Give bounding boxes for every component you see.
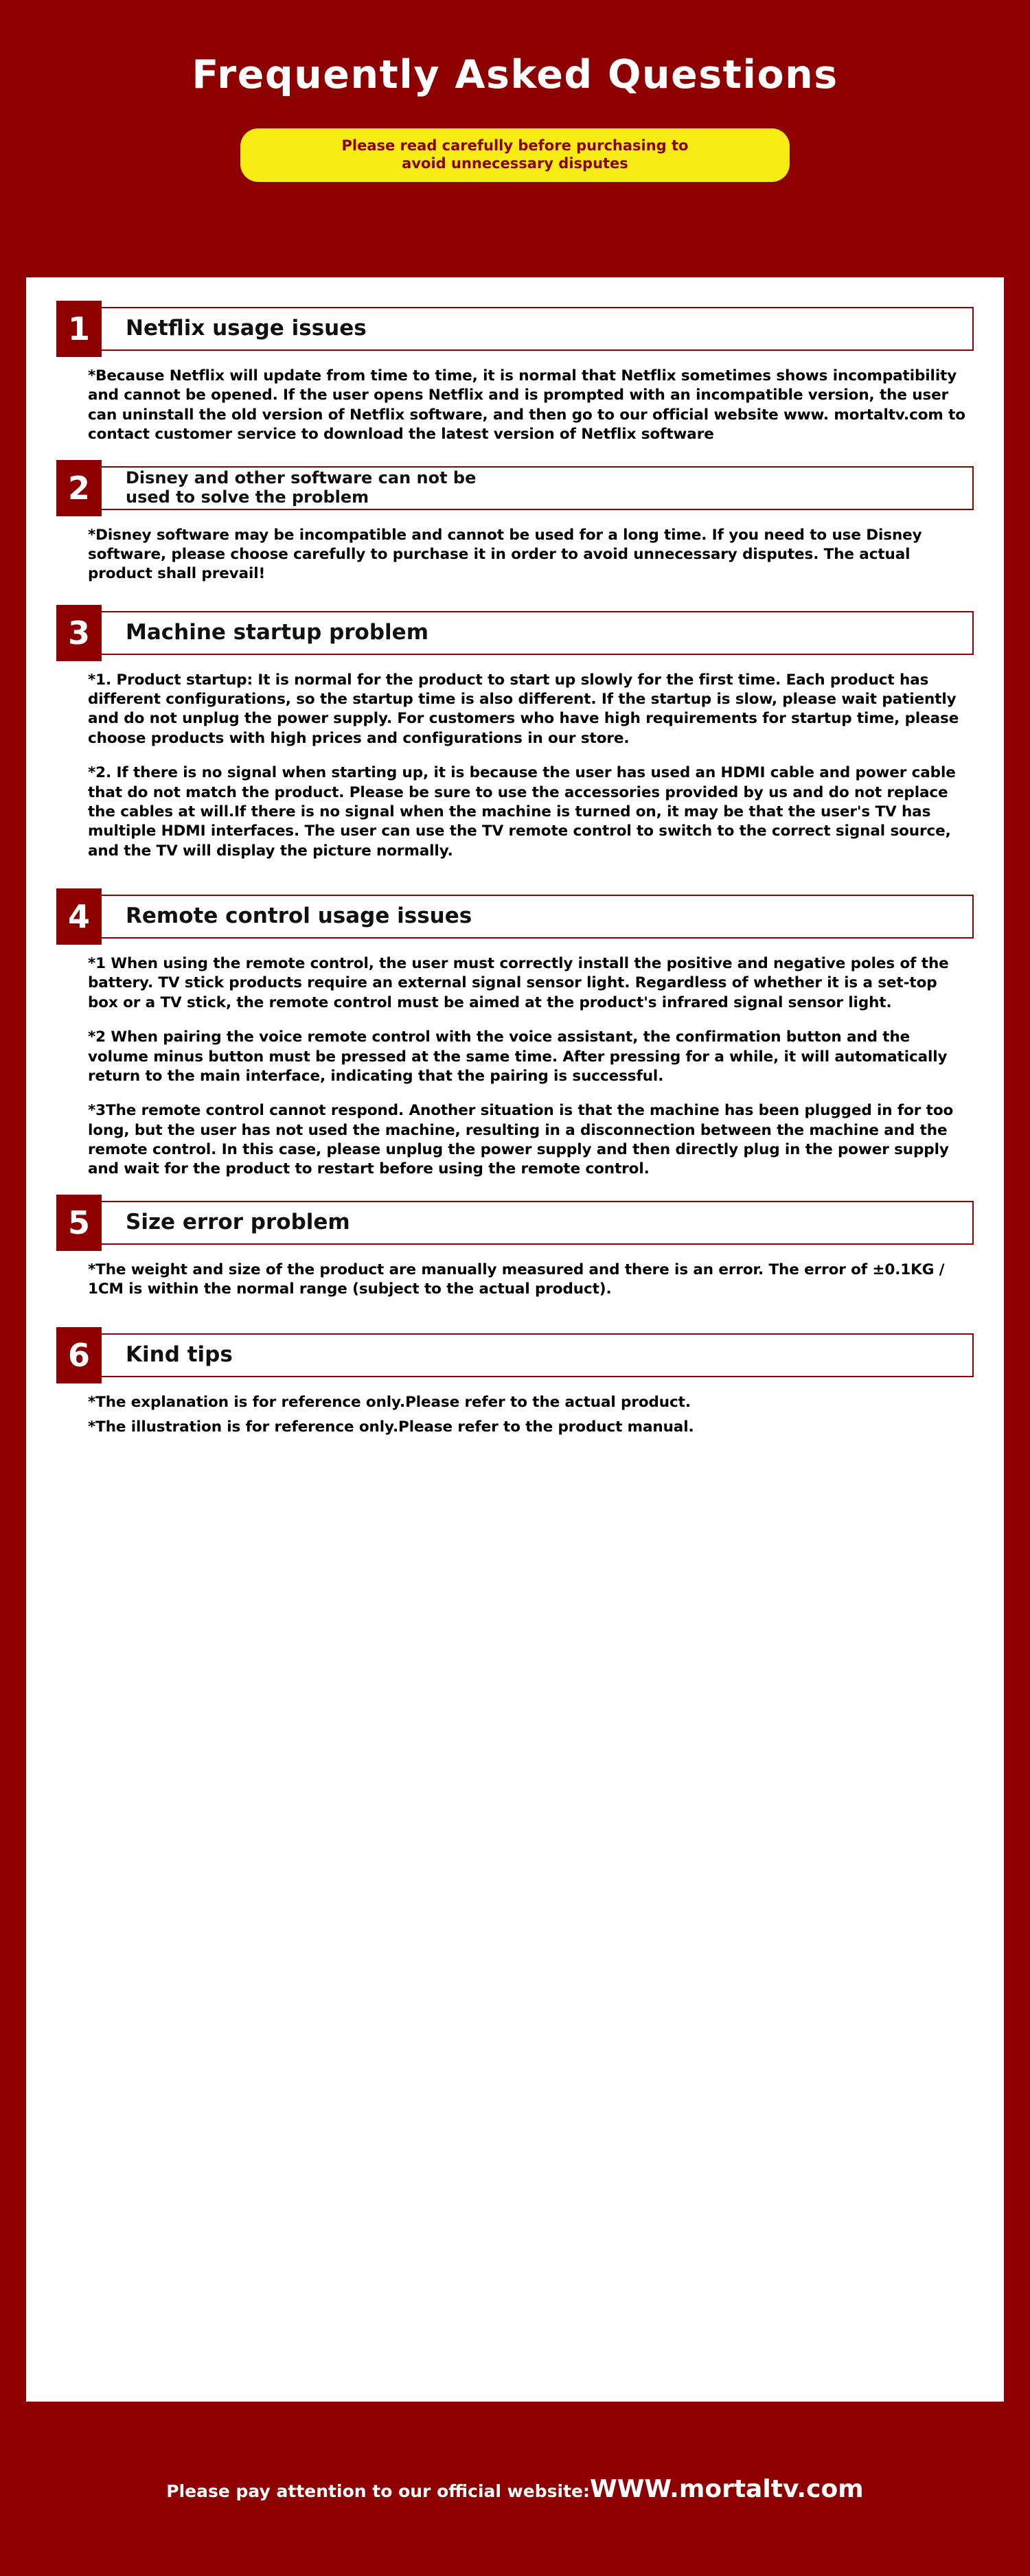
paragraph: *The explanation is for reference only.Please refer to the actual product. [88, 1393, 691, 1411]
page-header [0, 0, 1030, 182]
notice-line-1: Please read carefully before purchasing to [341, 137, 689, 154]
notice-banner [240, 128, 790, 183]
section-body-6 [56, 1393, 974, 1438]
section-bar-1 [79, 307, 974, 351]
section-header-5 [56, 1195, 974, 1251]
section-title-5: Size error problem [126, 1209, 350, 1234]
section-number-5: 5 [56, 1195, 102, 1251]
section-header-4 [56, 888, 974, 945]
section-title-3: Machine startup problem [126, 619, 428, 645]
paragraph: *Disney software may be incompatible and cannot be used for a long time. If you need to use Disney software, please choose carefully to purchase it in order to avoid unnecessary disputes. The actual product shall prevail! [88, 526, 922, 583]
section-body-5 [56, 1261, 974, 1300]
paragraph: *The illustration is for reference only.Please refer to the product manual. [88, 1418, 694, 1436]
section-title-2-line1: Disney and other software can not be [126, 468, 477, 487]
section-number-2: 2 [56, 460, 102, 516]
section-header-1 [56, 301, 974, 357]
section-body-1 [56, 367, 974, 445]
notice-line-2: avoid unnecessary disputes [402, 154, 628, 172]
section-title-1: Netflix usage issues [126, 316, 367, 341]
page-footer [0, 2402, 1030, 2576]
faq-section-2 [56, 460, 974, 584]
section-number-3: 3 [56, 605, 102, 661]
footer-note [166, 2475, 863, 2503]
section-bar-4 [79, 895, 974, 939]
paragraph: *2 When pairing the voice remote control with the voice assistant, the confirmation button and the volume minus button must be pressed at the same time. After pressing for a while, it will automatically return to the main interface, indicating that the pairing is successful. [88, 1028, 948, 1085]
faq-section-5 [56, 1195, 974, 1300]
faq-section-4 [56, 888, 974, 1180]
section-header-6 [56, 1327, 974, 1383]
section-bar-2 [79, 466, 974, 510]
paragraph: *3The remote control cannot respond. Another situation is that the machine has been plugged in for too long, but the user has not used the machine, resulting in a disconnection between the machine and the remote control. In this case, please unplug the power supply and then directly plug in the power supply and wait for the product to restart before using the remote control. [88, 1102, 954, 1178]
paragraph: *1. Product startup: It is normal for the product to start up slowly for the first time. Each product has different configurations, so the startup time is also different. If the startup is slow, please wait patiently and do not unplug the power supply. For customers who have high requirements for startup time, please choose products with high prices and configurations in our store. [88, 671, 959, 747]
section-title-2-line2: used to solve the problem [126, 487, 369, 507]
section-header-2 [56, 460, 974, 516]
section-number-1: 1 [56, 301, 102, 357]
faq-section-3 [56, 605, 974, 861]
section-bar-5 [79, 1201, 974, 1245]
section-body-3 [56, 671, 974, 861]
faq-section-6 [56, 1327, 974, 1438]
section-title-6: Kind tips [126, 1342, 233, 1367]
paragraph: *The weight and size of the product are manually measured and there is an error. The error of ±0.1KG / 1CM is within the normal range (subject to the actual product). [88, 1261, 945, 1298]
section-bar-3 [79, 611, 974, 655]
section-bar-6 [79, 1333, 974, 1377]
section-body-4 [56, 954, 974, 1180]
section-header-3 [56, 605, 974, 661]
section-number-4: 4 [56, 888, 102, 945]
section-body-2 [56, 526, 974, 584]
section-title-4: Remote control usage issues [126, 904, 472, 929]
paragraph: *Because Netflix will update from time to time, it is normal that Netflix sometimes shows incompatibility and cannot be opened. If the user opens Netflix and is prompted with an incompatible version, the user can uninstall the old version of Netflix software, and then go to our official website www. mortaltv.com to contact customer service to download the latest version of Netflix software [88, 367, 965, 444]
section-number-6: 6 [56, 1327, 102, 1383]
footer-website-url[interactable]: WWW.mortaltv.com [589, 2474, 864, 2503]
footer-label: Please pay attention to our official website: [166, 2481, 590, 2501]
notice-banner-wrap [0, 128, 1030, 183]
paragraph: *1 When using the remote control, the user must correctly install the positive and negative poles of the battery. TV stick products require an external signal sensor light. Regardless of whether it is a set-top box or a TV stick, the remote control must be aimed at the product's infrared signal sensor light. [88, 955, 949, 1011]
faq-section-1 [56, 301, 974, 445]
paragraph: *2. If there is no signal when starting up, it is because the user has used an HDMI cable and power cable that do not match the product. Please be sure to use the accessories provided by us and do not replace the cables at will.If there is no signal when the machine is turned on, it may be that the user's TV has multiple HDMI interfaces. The user can use the TV remote control to switch to the correct signal source, and the TV will display the picture normally. [88, 764, 956, 860]
faq-content-card [26, 277, 1004, 2402]
section-title-2 [126, 469, 476, 507]
page-title: Frequently Asked Questions [192, 52, 838, 97]
